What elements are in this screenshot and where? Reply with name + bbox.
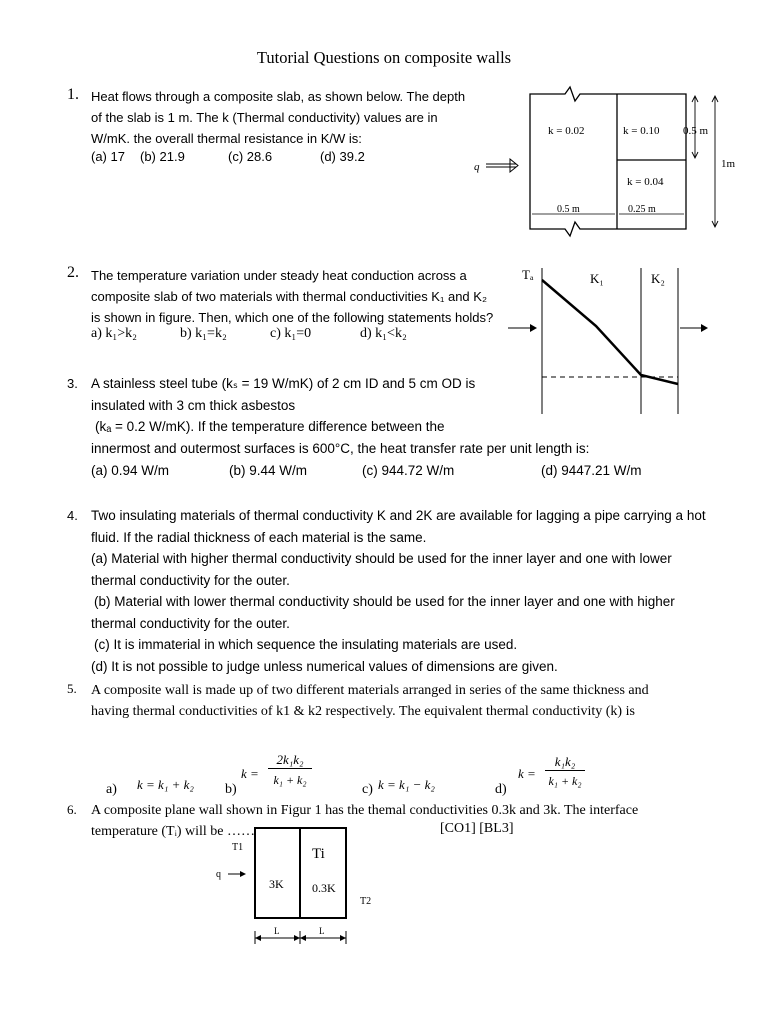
page-title: Tutorial Questions on composite walls	[256, 48, 512, 67]
q5-option-c-label: c)	[362, 782, 373, 797]
k2-label: k = 0.10	[623, 125, 660, 137]
q4-text	[91, 505, 706, 677]
q5-formula-b-lhs: k =	[241, 766, 259, 781]
q2-line: The temperature variation under steady heat conduction across a	[91, 268, 467, 283]
q6-ti-label: Ti	[312, 846, 325, 862]
q3-line: innermost and outermost surfaces is 600°C, the heat transfer rate per unit length is:	[91, 440, 590, 456]
q5-formula-b-numerator: 2k₁k₂	[268, 752, 312, 769]
q6-dim-arrow	[300, 935, 306, 941]
q6-l2-label: L	[319, 926, 325, 936]
q2-text	[91, 265, 493, 328]
q3-number: 3.	[67, 376, 78, 391]
q1-line: of the slab is 1 m. The k (Thermal conductivity) values are in	[91, 110, 438, 125]
k3-label: k = 0.04	[627, 176, 664, 188]
q6-line: temperature (Tᵢ) will be ……	[91, 824, 256, 839]
q4-line: thermal conductivity for the outer.	[91, 572, 290, 588]
q5-formula-b-denominator: k₁ + k₂	[273, 773, 307, 787]
q1-number: 1.	[67, 86, 79, 103]
q5-formula-d-lhs: k =	[518, 766, 536, 781]
q3-line: A stainless steel tube (kₛ = 19 W/mK) of 2 cm ID and 5 cm OD is	[91, 376, 476, 391]
q4-line: fluid. If the radial thickness of each material is the same.	[91, 529, 427, 545]
q3-text	[91, 373, 589, 459]
q3-line: insulated with 3 cm thick asbestos	[91, 397, 296, 413]
q5-line: having thermal conductivities of k1 & k2 respectively. The equivalent thermal conductivity (k) is	[91, 704, 635, 719]
q2-line: composite slab of two materials with thermal conductivities K₁ and K₂	[91, 289, 487, 304]
q2-number: 2.	[67, 264, 79, 281]
q6-composite-wall-figure	[210, 826, 380, 956]
q-label: q	[474, 161, 480, 173]
q5-text	[91, 680, 649, 722]
q3-option-b: (b) 9.44 W/m	[229, 463, 308, 478]
q5-option-d-label: d)	[495, 782, 507, 797]
q3-option-d: (d) 9447.21 W/m	[541, 463, 642, 478]
q6-q-arrow-head	[240, 871, 246, 877]
q5-option-b-label: b)	[225, 782, 237, 797]
q4-option-a: (a) Material with higher thermal conductivity should be used for the inner layer and one with lower	[91, 551, 672, 566]
q6-number: 6.	[67, 802, 77, 817]
q6-tags: [CO1] [BL3]	[440, 821, 514, 836]
q5-option-a-label: a)	[106, 782, 117, 797]
q3-line: (kₐ = 0.2 W/mK). If the temperature difference between the	[95, 419, 445, 434]
q5-number: 5.	[67, 681, 77, 696]
q2-line: is shown in figure. Then, which one of the following statements holds?	[91, 310, 494, 325]
q6-line: A composite plane wall shown in Figur 1 has the themal conductivities 0.3k and 3k. The interface	[91, 803, 639, 818]
q4-line: Two insulating materials of thermal conductivity K and 2K are available for lagging a pipe carrying a hot	[91, 508, 706, 523]
q1-option-b: (b) 21.9	[140, 149, 185, 164]
q1-option-c: (c) 28.6	[228, 149, 273, 164]
q4-option-b: (b) Material with lower thermal conductivity should be used for the inner layer and one with higher	[94, 594, 675, 609]
q5-line: A composite wall is made up of two different materials arranged in series of the same thickness and	[91, 683, 649, 698]
w2-label: 0.25 m	[628, 204, 656, 215]
q1-text	[91, 86, 465, 149]
q-arrow-head	[510, 159, 518, 172]
q1-option-a: (a) 17	[91, 149, 125, 164]
q3-option-c: (c) 944.72 W/m	[362, 463, 455, 478]
q4-option-d: (d) It is not possible to judge unless numerical values of dimensions are given.	[91, 658, 558, 674]
q6-t2-label: T2	[360, 896, 372, 907]
q2-in-arrow-head	[530, 324, 537, 332]
q6-k-right-label: 0.3K	[312, 881, 336, 895]
q3-option-a: (a) 0.94 W/m	[91, 463, 170, 478]
q6-dim-arrow	[255, 935, 261, 941]
q1-composite-slab-figure	[470, 84, 760, 244]
q5-formula-c: k = k₁ − k₂	[378, 777, 435, 792]
q2-out-arrow-head	[701, 324, 708, 332]
q6-l1-label: L	[274, 926, 280, 936]
q2-k1-label: K₁	[590, 271, 604, 286]
q2-k2-label: K₂	[651, 271, 665, 286]
q2-option-b: b) k₁=k₂	[180, 326, 227, 341]
depth-label: 1m	[721, 158, 736, 170]
q4-option-c: (c) It is immaterial in which sequence the insulating materials are used.	[94, 637, 518, 652]
q6-dim-arrow	[294, 935, 300, 941]
h1-label: 0.5 m	[683, 125, 709, 137]
q5-formula-d-numerator: k₁k₂	[545, 754, 585, 771]
q6-k-left-label: 3K	[269, 877, 284, 891]
q2-temperature-curve	[542, 280, 678, 384]
k1-label: k = 0.02	[548, 125, 585, 137]
q1-line: W/mK. the overall thermal resistance in K/W is:	[91, 131, 362, 146]
q1-line: Heat flows through a composite slab, as shown below. The depth	[91, 89, 466, 104]
q1-option-d: (d) 39.2	[320, 149, 365, 164]
q2-ta-label: Tₐ	[522, 267, 534, 282]
q6-dim-arrow	[340, 935, 346, 941]
q2-option-d: d) k₁<k₂	[360, 326, 407, 341]
q6-t1-label: T1	[232, 842, 244, 853]
q2-option-c: c) k₁=0	[270, 326, 312, 341]
q5-formula-d-denominator: k₁ + k₂	[548, 774, 582, 788]
q6-q-label: q	[216, 869, 221, 880]
q5-formula-a: k = k₁ + k₂	[137, 777, 194, 792]
q4-line: thermal conductivity for the outer.	[91, 615, 290, 631]
q4-number: 4.	[67, 508, 78, 523]
q2-option-a: a) k₁>k₂	[91, 326, 138, 341]
w1-label: 0.5 m	[557, 204, 580, 215]
